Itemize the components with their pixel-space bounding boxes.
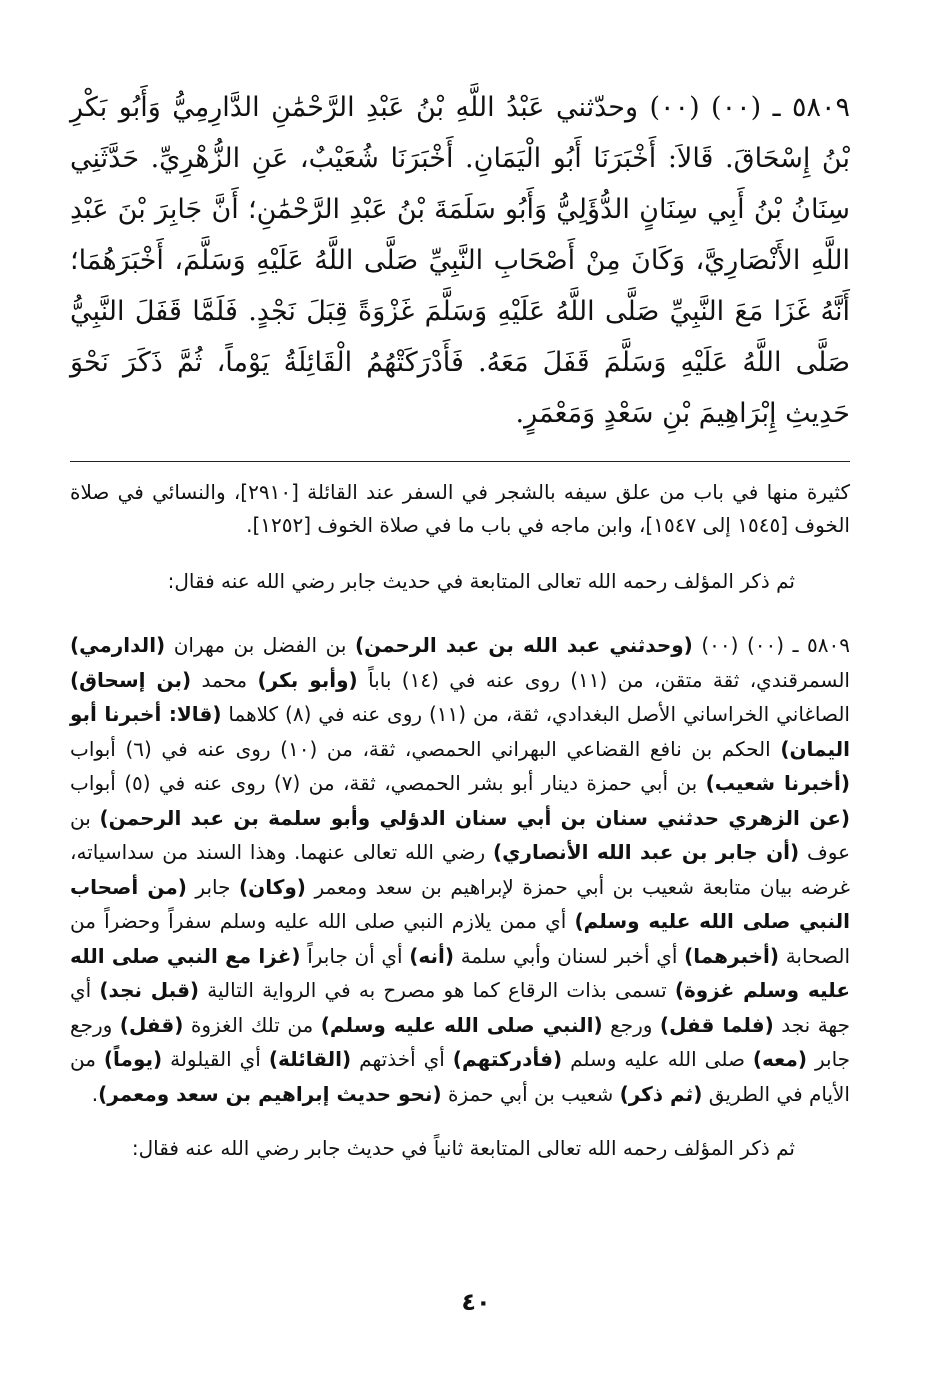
commentary-quote: (نحو حديث إبراهيم بن سعد ومعمر): [98, 1081, 442, 1106]
commentary-quote: (قالا: أخبرنا أبو اليمان): [70, 702, 850, 761]
commentary-quote: (القائلة): [268, 1047, 352, 1071]
commentary-text: ٥٨٠٩ ـ (٠٠) (٠٠): [692, 633, 850, 657]
commentary-quote: (من أصحاب النبي صلى الله عليه وسلم): [70, 874, 850, 933]
commentary-text: .: [91, 1081, 99, 1106]
commentary-text: ورجع جابر: [70, 1012, 851, 1071]
commentary-quote: (ثم ذكر): [619, 1081, 703, 1106]
page-number: ٤٠: [461, 1288, 491, 1316]
commentary-paragraph: [70, 628, 850, 1111]
commentary-quote: (أخبرنا شعيب): [705, 771, 851, 795]
commentary-quote: (وحدثني عبد الله بن عبد الرحمن): [354, 633, 693, 657]
commentary-text: الصاغاني الخراساني الأصل البغدادي، ثقة، من (١١) روى عنه في (٨) كلاهما: [221, 702, 850, 726]
commentary-text: من الأيام في الطريق: [70, 1047, 850, 1106]
commentary-quote: (غزا مع النبي صلى الله عليه وسلم غزوة): [70, 943, 850, 1002]
hadith-text: [70, 82, 850, 439]
commentary-quote: (معه): [752, 1047, 807, 1071]
commentary-quote: (فلما قفل): [659, 1012, 774, 1037]
commentary-text: السمرقندي، ثقة متقن، من (١١) روى عنه في (١٤) باباً: [357, 667, 850, 692]
commentary-text: محمد: [191, 667, 258, 692]
footnote-divider: [70, 461, 850, 462]
commentary-text: أي القيلولة: [162, 1047, 269, 1071]
commentary-quote: (وأبو بكر): [257, 667, 358, 692]
commentary-quote: (وكان): [239, 874, 306, 899]
commentary-quote: (عن الزهري حدثني سنان بن أبي سنان الدؤلي وأبو سلمة بن عبد الرحمن): [99, 805, 851, 830]
commentary-text: بن أبي حمزة دينار أبو بشر الحمصي، ثقة، من (٧) روى عنه في (٥) أبواب: [70, 771, 706, 795]
commentary-quote: (فأدركتهم): [452, 1047, 563, 1071]
commentary-text: بن الفضل بن مهران: [165, 633, 355, 657]
intro-heading-1: ثم ذكر المؤلف رحمه الله تعالى المتابعة في حديث جابر رضي الله عنه فقال:: [167, 569, 795, 593]
commentary-text: رضي الله تعالى عنهما. وهذا السند من سداسياته، غرضه بيان متابعة شعيب بن أبي حمزة لإبراهيم بن سعد ومعمر: [70, 840, 851, 899]
commentary-quote: (يوماً): [103, 1047, 163, 1071]
page-body: [70, 82, 850, 1165]
commentary-text: أي أخبر لسنان وأبي سلمة: [454, 943, 685, 968]
commentary-text: تسمى بذات الرقاع كما هو مصرح به في الرواية التالية: [199, 978, 675, 1002]
commentary-text: أي أن جابراً: [300, 943, 410, 968]
commentary-text: أي أخذتهم: [351, 1047, 453, 1071]
commentary-text: الحكم بن نافع القضاعي البهراني الحمصي، ثقة، من (١٠) روى عنه في (٦) أبواب: [70, 736, 781, 761]
commentary-text: جابر: [186, 874, 239, 899]
commentary-text: أي ممن يلازم النبي صلى الله عليه وسلم سفراً وحضراً من الصحابة: [70, 909, 850, 968]
footnote: كثيرة منها في باب من علق سيفه بالشجر في السفر عند القائلة [٢٩١٠]، والنسائي في صلاة الخوف [١٥٤٥ إلى ١٥٤٧]، وابن ماجه في باب ما في صلاة الخوف [١٢٥٢].: [70, 480, 850, 537]
commentary-quote: (أنه): [409, 943, 455, 968]
commentary-quote: (أخبرهما): [684, 943, 780, 968]
commentary-text: من تلك الغزوة: [183, 1012, 321, 1037]
commentary-text: صلى الله عليه وسلم: [562, 1047, 753, 1071]
hadith-paragraph: ٥٨٠٩ ـ (٠٠) (٠٠) وحدّثني عَبْدُ اللَّهِ بْنُ عَبْدِ الرَّحْمَٰنِ الدَّارِمِيُّ وَأَبُو بَكْرِ بْنُ إِسْحَاقَ. قَالاَ: أَخْبَرَنَا أَبُو الْيَمَانِ. أَخْبَرَنَا شُعَيْبٌ، عَنِ الزُّهْرِيِّ. حَدَّثَنِي سِنَانُ بْنُ أَبِي سِنَانٍ الدُّؤَلِيُّ وَأَبُو سَلَمَةَ بْنُ عَبْدِ الرَّحْمَٰنِ؛ أَنَّ جَابِرَ بْنَ عَبْدِ اللَّهِ الأَنْصَارِيَّ، وَكَانَ مِنْ أَصْحَابِ النَّبِيِّ صَلَّى اللَّهُ عَلَيْهِ وَسَلَّمَ، أَخْبَرَهُمَا؛ أَنَّهُ غَزَا مَعَ النَّبِيِّ صَلَّى اللَّهُ عَلَيْهِ وَسَلَّمَ غَزْوَةً قِبَلَ نَجْدٍ. فَلَمَّا قَفَلَ النَّبِيُّ صَلَّى اللَّهُ عَلَيْهِ وَسَلَّمَ قَفَلَ مَعَهُ. فَأَدْرَكَتْهُمُ الْقَائِلَةُ يَوْماً، ثُمَّ ذَكَرَ نَحْوَ حَدِيثِ إِبْرَاهِيمَ بْنِ سَعْدٍ وَمَعْمَرٍ.: [70, 92, 850, 429]
commentary-text: ورجع: [602, 1012, 660, 1037]
commentary-text: شعيب بن أبي حمزة: [441, 1081, 620, 1106]
commentary-quote: (أن جابر بن عبد الله الأنصاري): [492, 840, 800, 864]
commentary-text: أي جهة نجد: [70, 978, 851, 1037]
commentary-quote: (بن إسحاق): [70, 667, 192, 692]
commentary-quote: (قفل): [119, 1012, 184, 1037]
intro-heading-2: ثم ذكر المؤلف رحمه الله تعالى المتابعة ثانياً في حديث جابر رضي الله عنه فقال:: [131, 1136, 795, 1160]
commentary-quote: (قبل نجد): [99, 978, 200, 1002]
commentary-quote: (النبي صلى الله عليه وسلم): [320, 1012, 603, 1037]
commentary-quote: (الدارمي): [70, 633, 166, 657]
commentary-text: بن عوف: [70, 805, 851, 864]
